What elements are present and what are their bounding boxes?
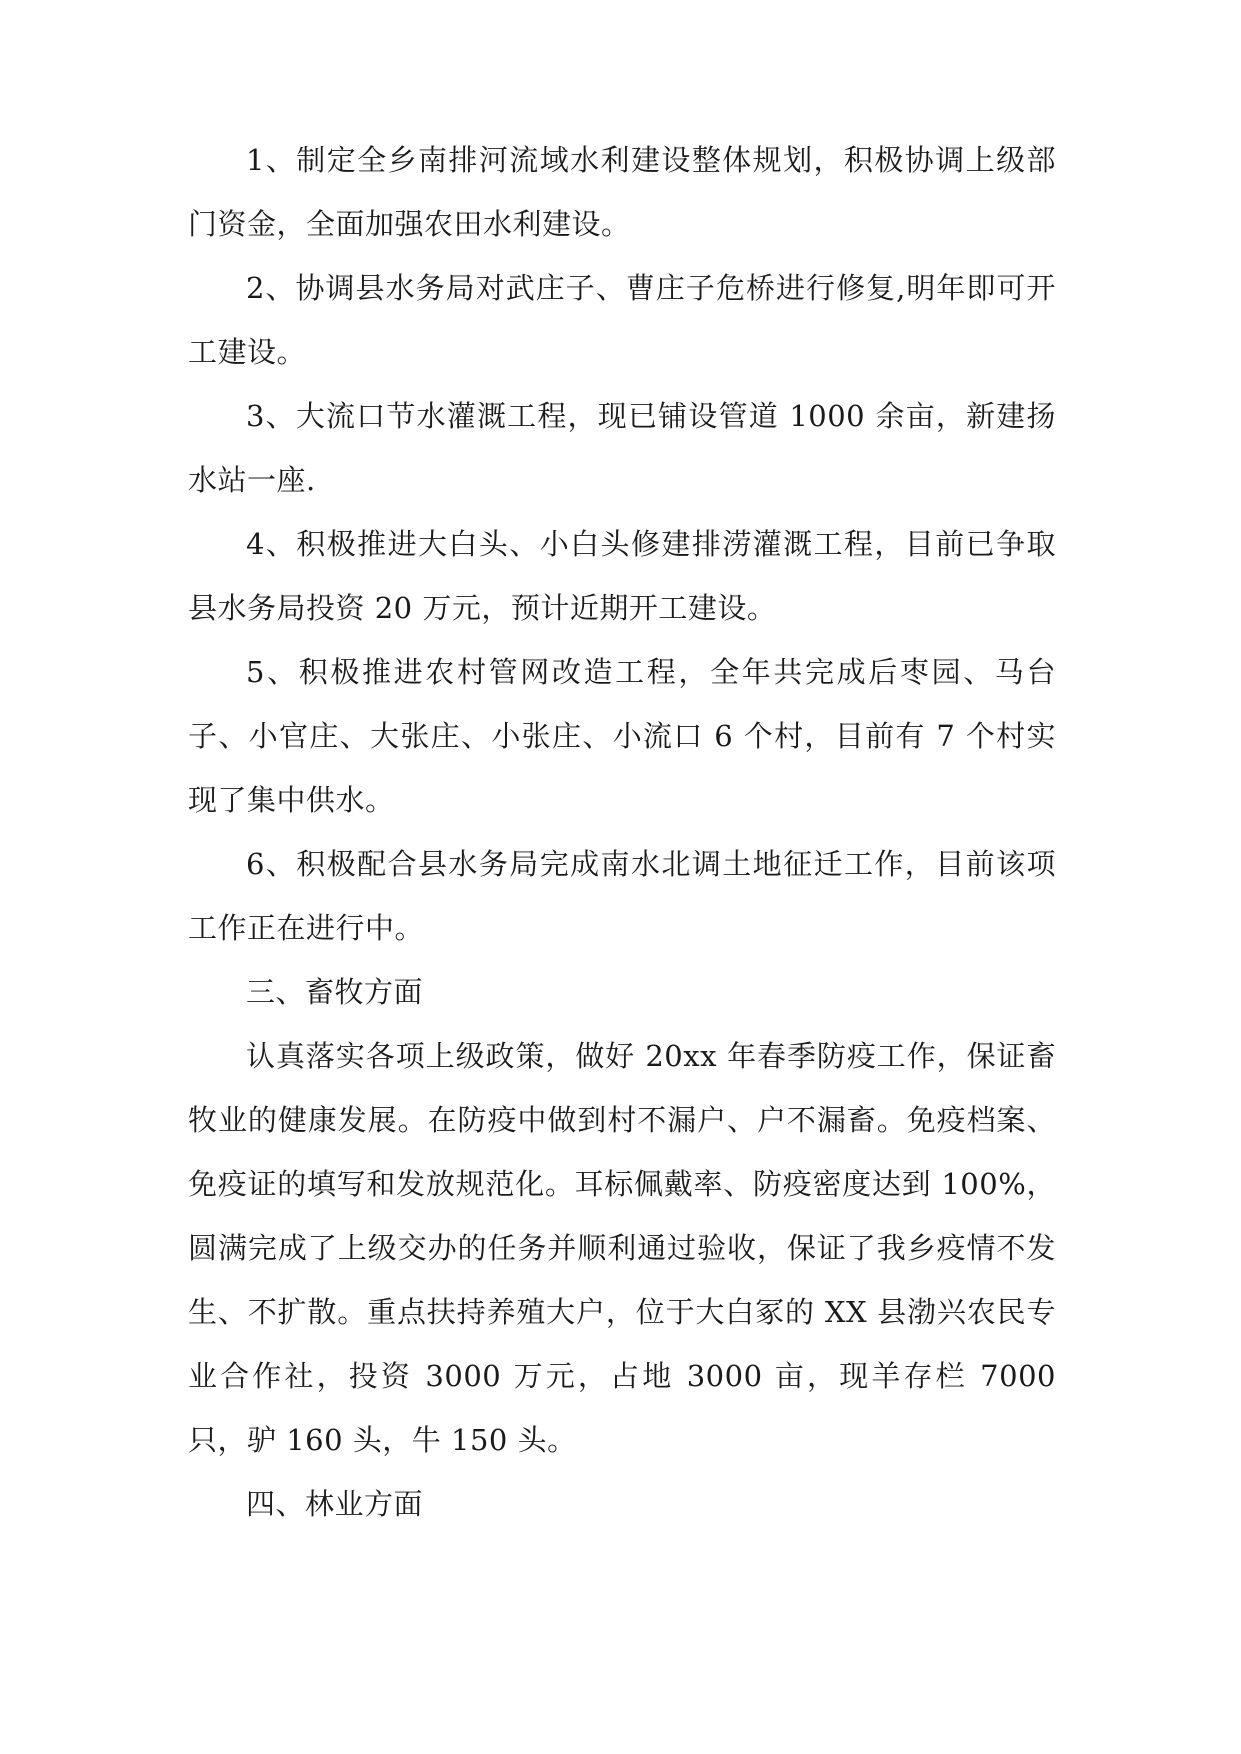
paragraph-bridge-repair: 2、协调县水务局对武庄子、曹庄子危桥进行修复,明年即可开工建设。 <box>188 271 1056 369</box>
paragraph-south-north-water: 6、积极配合县水务局完成南水北调土地征迁工作，目前该项工作正在进行中。 <box>188 847 1056 945</box>
paragraph-livestock-body: 认真落实各项上级政策，做好 20xx 年春季防疫工作，保证畜牧业的健康发展。在防疫中做到村不漏户、户不漏畜。免疫档案、免疫证的填写和发放规范化。耳标佩戴率、防疫密度达到 100%，圆满完成了上级交办的任务并顺利通过验收，保证了我乡疫情不发生、不扩散。重点扶持养殖大户，位于大白冢的 XX 县渤兴农民专业合作社，投资 3000 万元，占地 3000 亩，现羊存栏 7000 只，驴 160 头，牛 150 头。 <box>188 1039 1056 1457</box>
paragraph-water-plan: 1、制定全乡南排河流域水利建设整体规划，积极协调上级部门资金，全面加强农田水利建设。 <box>188 143 1056 241</box>
paragraph-irrigation-project: 3、大流口节水灌溉工程，现已铺设管道 1000 余亩，新建扬水站一座. <box>188 399 1056 497</box>
document-page <box>188 128 1056 1536</box>
paragraph-pipe-network: 5、积极推进农村管网改造工程，全年共完成后枣园、马台子、小官庄、大张庄、小张庄、小流口 6 个村，目前有 7 个村实现了集中供水。 <box>188 655 1056 817</box>
paragraph-drainage-project: 4、积极推进大白头、小白头修建排涝灌溉工程，目前已争取县水务局投资 20 万元，预计近期开工建设。 <box>188 527 1056 625</box>
section-heading-forestry: 四、林业方面 <box>246 1487 424 1521</box>
section-heading-livestock: 三、畜牧方面 <box>246 975 424 1009</box>
